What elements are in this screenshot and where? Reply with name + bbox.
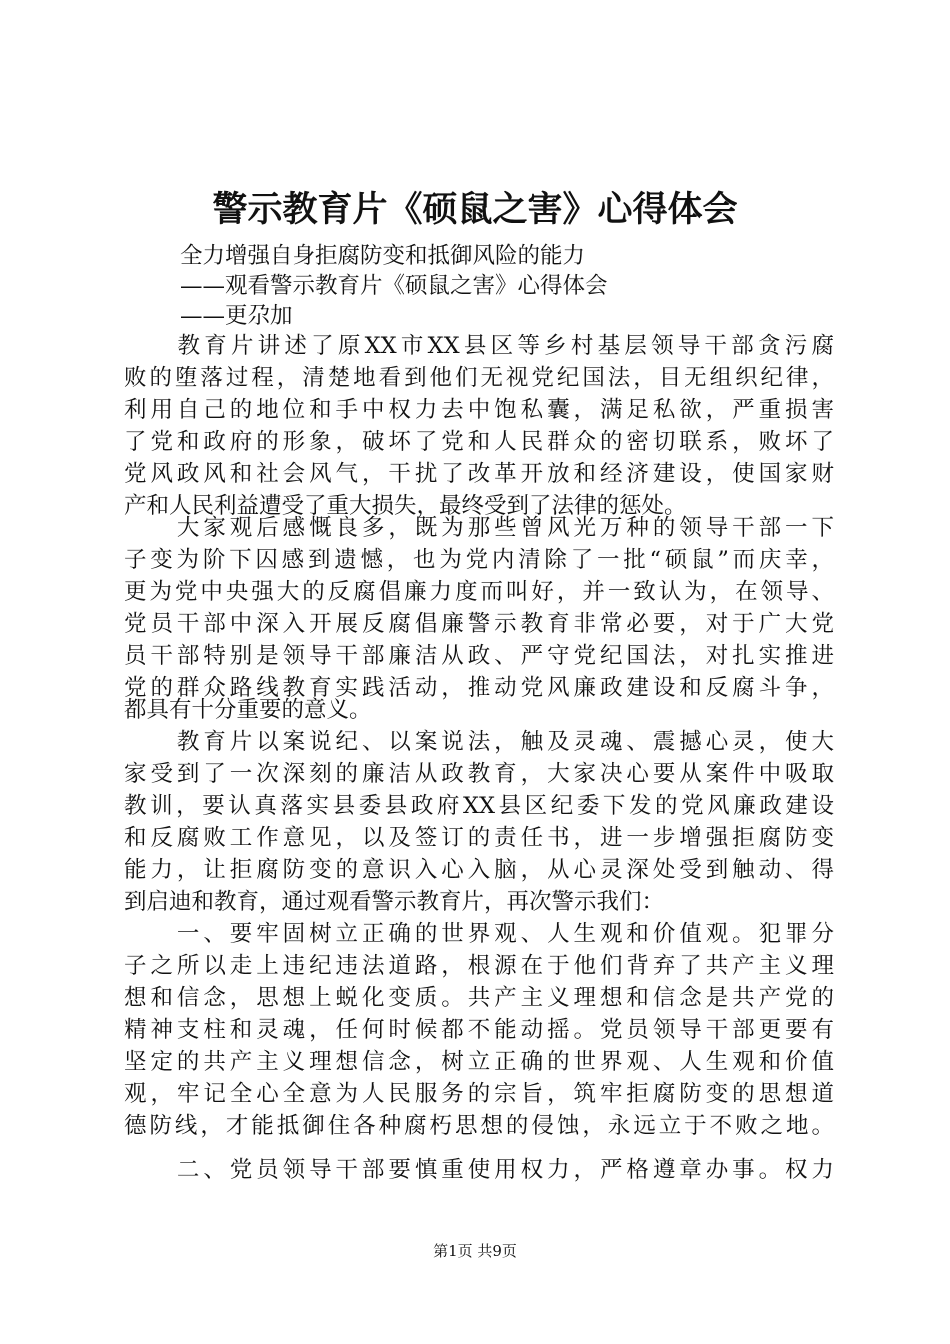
body-line: 和反腐败工作意见，以及签订的责任书，进一步增强拒腐防变 bbox=[124, 825, 834, 851]
body-line: 员干部特别是领导干部廉洁从政、严守党纪国法，对扎实推进 bbox=[124, 643, 834, 669]
body-line: 大家观后感慨良多，既为那些曾风光万种的领导干部一下 bbox=[124, 515, 834, 541]
page-number-footer: 第1页 共9页 bbox=[433, 1242, 517, 1260]
subtitle-line: ——观看警示教育片《硕鼠之害》心得体会 bbox=[180, 273, 608, 299]
body-line: 产和人民利益遭受了重大损失，最终受到了法律的惩处。 bbox=[124, 493, 687, 519]
body-line: 想和信念，思想上蜕化变质。共产主义理想和信念是共产党的 bbox=[124, 985, 834, 1011]
author-line: ——更尕加 bbox=[180, 303, 293, 329]
body-line: 子之所以走上违纪违法道路，根源在于他们背弃了共产主义理 bbox=[124, 953, 834, 979]
body-line: 观，牢记全心全意为人民服务的宗旨，筑牢拒腐防变的思想道 bbox=[124, 1081, 834, 1107]
body-line: 了党和政府的形象，破坏了党和人民群众的密切联系，败坏了 bbox=[124, 429, 834, 455]
subtitle-line: 全力增强自身拒腐防变和抵御风险的能力 bbox=[180, 243, 586, 269]
body-line: 德防线，才能抵御住各种腐朽思想的侵蚀，永远立于不败之地。 bbox=[124, 1113, 834, 1139]
body-line: 二、党员领导干部要慎重使用权力，严格遵章办事。权力 bbox=[124, 1157, 834, 1183]
body-line: 都具有十分重要的意义。 bbox=[124, 697, 372, 723]
body-line: 教训，要认真落实县委县政府XX县区纪委下发的党风廉政建设 bbox=[124, 793, 834, 819]
body-line: 党员干部中深入开展反腐倡廉警示教育非常必要，对于广大党 bbox=[124, 611, 834, 637]
body-line: 教育片讲述了原XX市XX县区等乡村基层领导干部贪污腐 bbox=[124, 333, 834, 359]
body-line: 子变为阶下囚感到遗憾，也为党内清除了一批“硕鼠”而庆幸， bbox=[124, 547, 834, 573]
body-line: 精神支柱和灵魂，任何时候都不能动摇。党员领导干部更要有 bbox=[124, 1017, 834, 1043]
body-line: 教育片以案说纪、以案说法，触及灵魂、震撼心灵，使大 bbox=[124, 729, 834, 755]
body-line: 败的堕落过程，清楚地看到他们无视党纪国法，目无组织纪律， bbox=[124, 365, 834, 391]
body-line: 家受到了一次深刻的廉洁从政教育，大家决心要从案件中吸取 bbox=[124, 761, 834, 787]
document-title: 警示教育片《硕鼠之害》心得体会 bbox=[212, 190, 738, 230]
body-line: 党的群众路线教育实践活动，推动党风廉政建设和反腐斗争， bbox=[124, 675, 834, 701]
body-line: 坚定的共产主义理想信念，树立正确的世界观、人生观和价值 bbox=[124, 1049, 834, 1075]
body-line: 利用自己的地位和手中权力去中饱私囊，满足私欲，严重损害 bbox=[124, 397, 834, 423]
body-line: 党风政风和社会风气，干扰了改革开放和经济建设，使国家财 bbox=[124, 461, 834, 487]
body-line: 更为党中央强大的反腐倡廉力度而叫好，并一致认为，在领导、 bbox=[124, 579, 834, 605]
body-line: 到启迪和教育，通过观看警示教育片，再次警示我们： bbox=[124, 889, 665, 915]
body-line: 能力，让拒腐防变的意识入心入脑，从心灵深处受到触动、得 bbox=[124, 857, 834, 883]
body-line: 一、要牢固树立正确的世界观、人生观和价值观。犯罪分 bbox=[124, 921, 834, 947]
